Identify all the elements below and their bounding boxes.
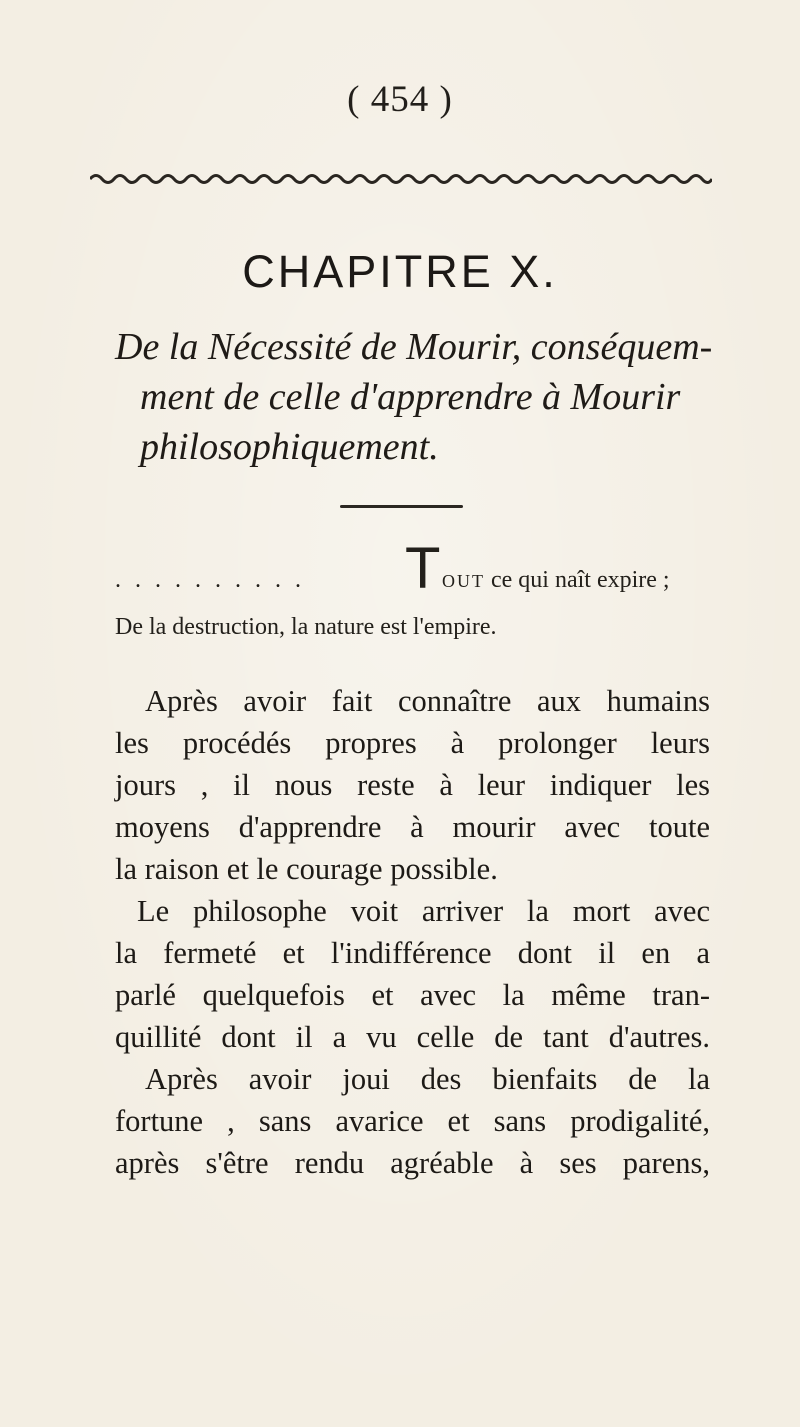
body-text (115, 680, 710, 1184)
text-line: la raison et le courage possible. (115, 852, 498, 886)
text-line: Après avoir fait connaître aux humains (145, 684, 710, 718)
epigraph-smallcaps: OUT (442, 571, 485, 591)
epigraph-line-2: De la destruction, la nature est l'empire. (115, 614, 497, 640)
epigraph-line-1 (115, 536, 735, 601)
subtitle-line: ment de celle d'apprendre à Mourir (140, 376, 681, 418)
text-line: après s'être rendu agréable à ses parens, (115, 1146, 710, 1180)
text-line: moyens d'apprendre à mourir avec toute (115, 810, 710, 844)
text-line: parlé quelquefois et avec la même tran- (115, 978, 710, 1012)
text-line: quillité dont il a vu celle de tant d'autres. (115, 1020, 710, 1054)
page-number: ( 454 ) (347, 79, 453, 120)
text-line: la fermeté et l'indifférence dont il en a (115, 936, 710, 970)
epigraph-first-line-rest: ce qui naît expire ; (485, 567, 670, 593)
epigraph-dots: . . . . . . . . . . (115, 567, 305, 593)
text-line: Après avoir joui des bienfaits de la (145, 1062, 710, 1096)
text-line: jours , il nous reste à leur indiquer les (115, 768, 710, 802)
epigraph-first-line-text (442, 567, 670, 594)
subtitle-line: philosophiquement. (140, 426, 439, 468)
text-line: les procédés propres à prolonger leurs (115, 726, 710, 760)
drop-cap: T (405, 536, 441, 601)
text-line: fortune , sans avarice et sans prodigalité, (115, 1104, 710, 1138)
subtitle-line: De la Nécessité de Mourir, conséquem- (115, 326, 713, 368)
section-divider (340, 505, 463, 508)
chapter-subtitle (115, 322, 735, 472)
text-line: Le philosophe voit arriver la mort avec (137, 894, 710, 928)
ornamental-rule (90, 172, 712, 186)
chapter-title: CHAPITRE X. (242, 246, 558, 297)
